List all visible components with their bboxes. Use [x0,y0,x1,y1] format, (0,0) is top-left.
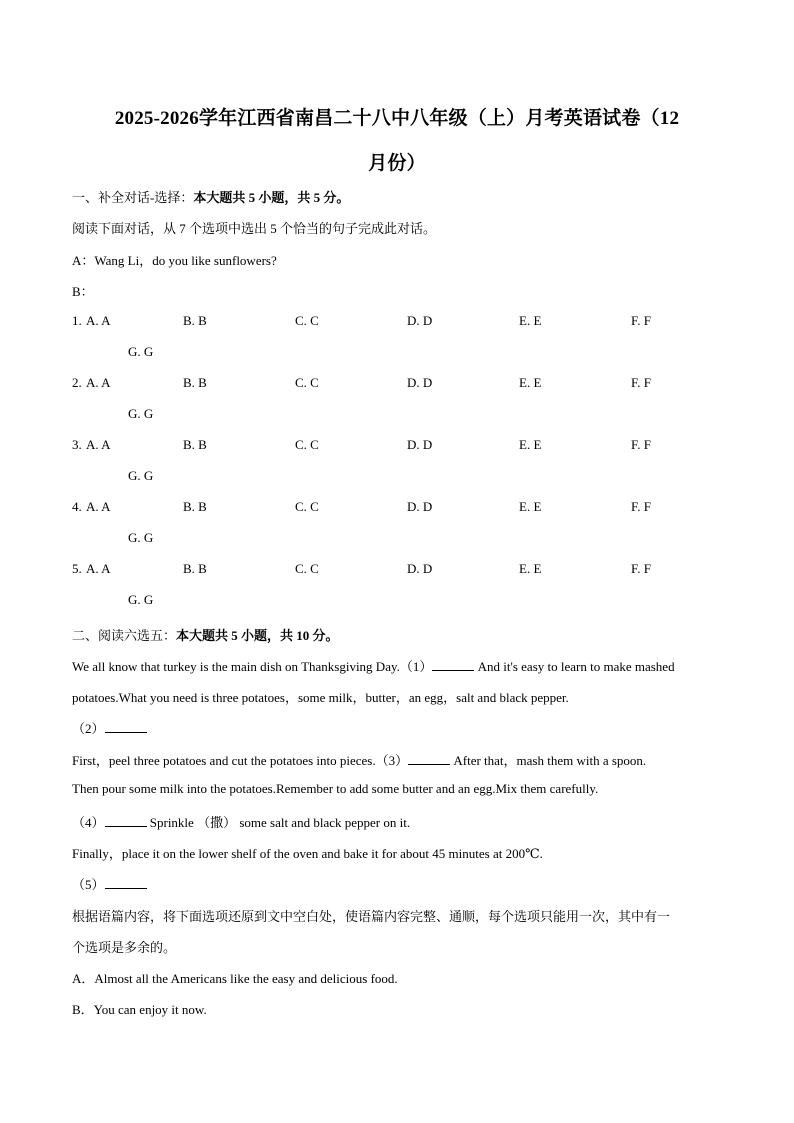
answer-option[interactable]: F. F [631,313,651,328]
answer-option[interactable]: B. B [183,437,207,452]
blank-label-4: （4） [72,815,105,830]
answer-option[interactable]: E. E [519,561,542,576]
blank-2[interactable] [105,721,147,733]
section1-heading-bold: 本大题共 5 小题，共 5 分。 [193,190,350,205]
blank-label-5: （5） [72,877,105,892]
answer-option[interactable]: C. C [295,561,319,576]
passage-text: After that，mash them with a spoon. [450,753,647,768]
answer-option[interactable]: A. A [86,499,111,514]
answer-option[interactable]: A. A [86,437,111,452]
passage-line-7: Finally，place it on the lower shelf of the oven and bake it for about 45 minutes at 200℃. [72,846,543,861]
answer-option[interactable]: D. D [407,437,433,452]
answer-option[interactable]: G. G [128,406,154,421]
dialogue-line-b: B： [72,284,94,299]
answer-option[interactable]: F. F [631,561,651,576]
passage-line-1 [72,656,675,675]
section2-instruction-2: 个选项是多余的。 [72,940,177,955]
answer-option[interactable]: E. E [519,313,542,328]
passage-line-8 [72,874,147,893]
answer-option[interactable]: B. B [183,375,207,390]
section1-heading [72,187,349,206]
answer-option[interactable]: D. D [407,313,433,328]
blank-4[interactable] [105,815,147,827]
answer-option[interactable]: F. F [631,375,651,390]
section2-heading [72,625,339,644]
section1-heading-prefix: 一、补全对话-选择： [72,190,194,205]
passage-line-5: Then pour some milk into the potatoes.Remember to add some butter and an egg.Mix them carefully. [72,781,599,796]
option-a: A．Almost all the Americans like the easy and delicious food. [72,971,398,986]
blank-1[interactable] [432,659,474,671]
blank-label-2: （2） [72,721,105,736]
answer-option[interactable]: G. G [128,530,154,545]
passage-line-2: potatoes.What you need is three potatoes，some milk，butter，an egg，salt and black pepper. [72,690,569,705]
answer-option[interactable]: A. A [86,313,111,328]
option-b: B．You can enjoy it now. [72,1002,207,1017]
question-number: 2. [72,375,82,390]
answer-option[interactable]: F. F [631,437,651,452]
answer-option[interactable]: E. E [519,375,542,390]
section1-instruction: 阅读下面对话，从 7 个选项中选出 5 个恰当的句子完成此对话。 [72,221,437,236]
dialogue-line-a: A：Wang Li，do you like sunflowers? [72,253,277,268]
answer-option[interactable]: C. C [295,437,319,452]
page-title-line2: 月份） [368,153,426,174]
blank-3[interactable] [408,753,450,765]
passage-text: First，peel three potatoes and cut the potatoes into pieces.（3） [72,753,409,768]
section2-instruction-1: 根据语篇内容，将下面选项还原到文中空白处，使语篇内容完整、通顺，每个选项只能用一次，其中有一 [72,909,671,924]
answer-option[interactable]: C. C [295,499,319,514]
answer-option[interactable]: G. G [128,344,154,359]
answer-option[interactable]: E. E [519,499,542,514]
passage-text: Sprinkle （撒） some salt and black pepper on it. [146,815,411,830]
passage-text: We all know that turkey is the main dish on Thanksgiving Day.（1） [72,659,433,674]
answer-option[interactable]: B. B [183,313,207,328]
question-number: 4. [72,499,82,514]
passage-line-4 [72,750,646,769]
page-title-line1: 2025-2026学年江西省南昌二十八中八年级（上）月考英语试卷（12 [114,108,680,129]
passage-line-3 [72,718,147,737]
passage-text: And it's easy to learn to make mashed [474,659,675,674]
question-number: 1. [72,313,82,328]
section2-heading-prefix: 二、阅读六选五： [72,628,177,643]
answer-option[interactable]: E. E [519,437,542,452]
passage-line-6 [72,812,410,831]
answer-option[interactable]: G. G [128,592,154,607]
blank-5[interactable] [105,877,147,889]
answer-option[interactable]: F. F [631,499,651,514]
answer-option[interactable]: C. C [295,313,319,328]
answer-option[interactable]: C. C [295,375,319,390]
section2-heading-bold: 本大题共 5 小题，共 10 分。 [176,628,339,643]
answer-option[interactable]: A. A [86,561,111,576]
answer-option[interactable]: A. A [86,375,111,390]
answer-option[interactable]: G. G [128,468,154,483]
question-number: 5. [72,561,82,576]
answer-option[interactable]: B. B [183,499,207,514]
answer-option[interactable]: D. D [407,499,433,514]
answer-option[interactable]: D. D [407,561,433,576]
answer-option[interactable]: B. B [183,561,207,576]
question-number: 3. [72,437,82,452]
answer-option[interactable]: D. D [407,375,433,390]
